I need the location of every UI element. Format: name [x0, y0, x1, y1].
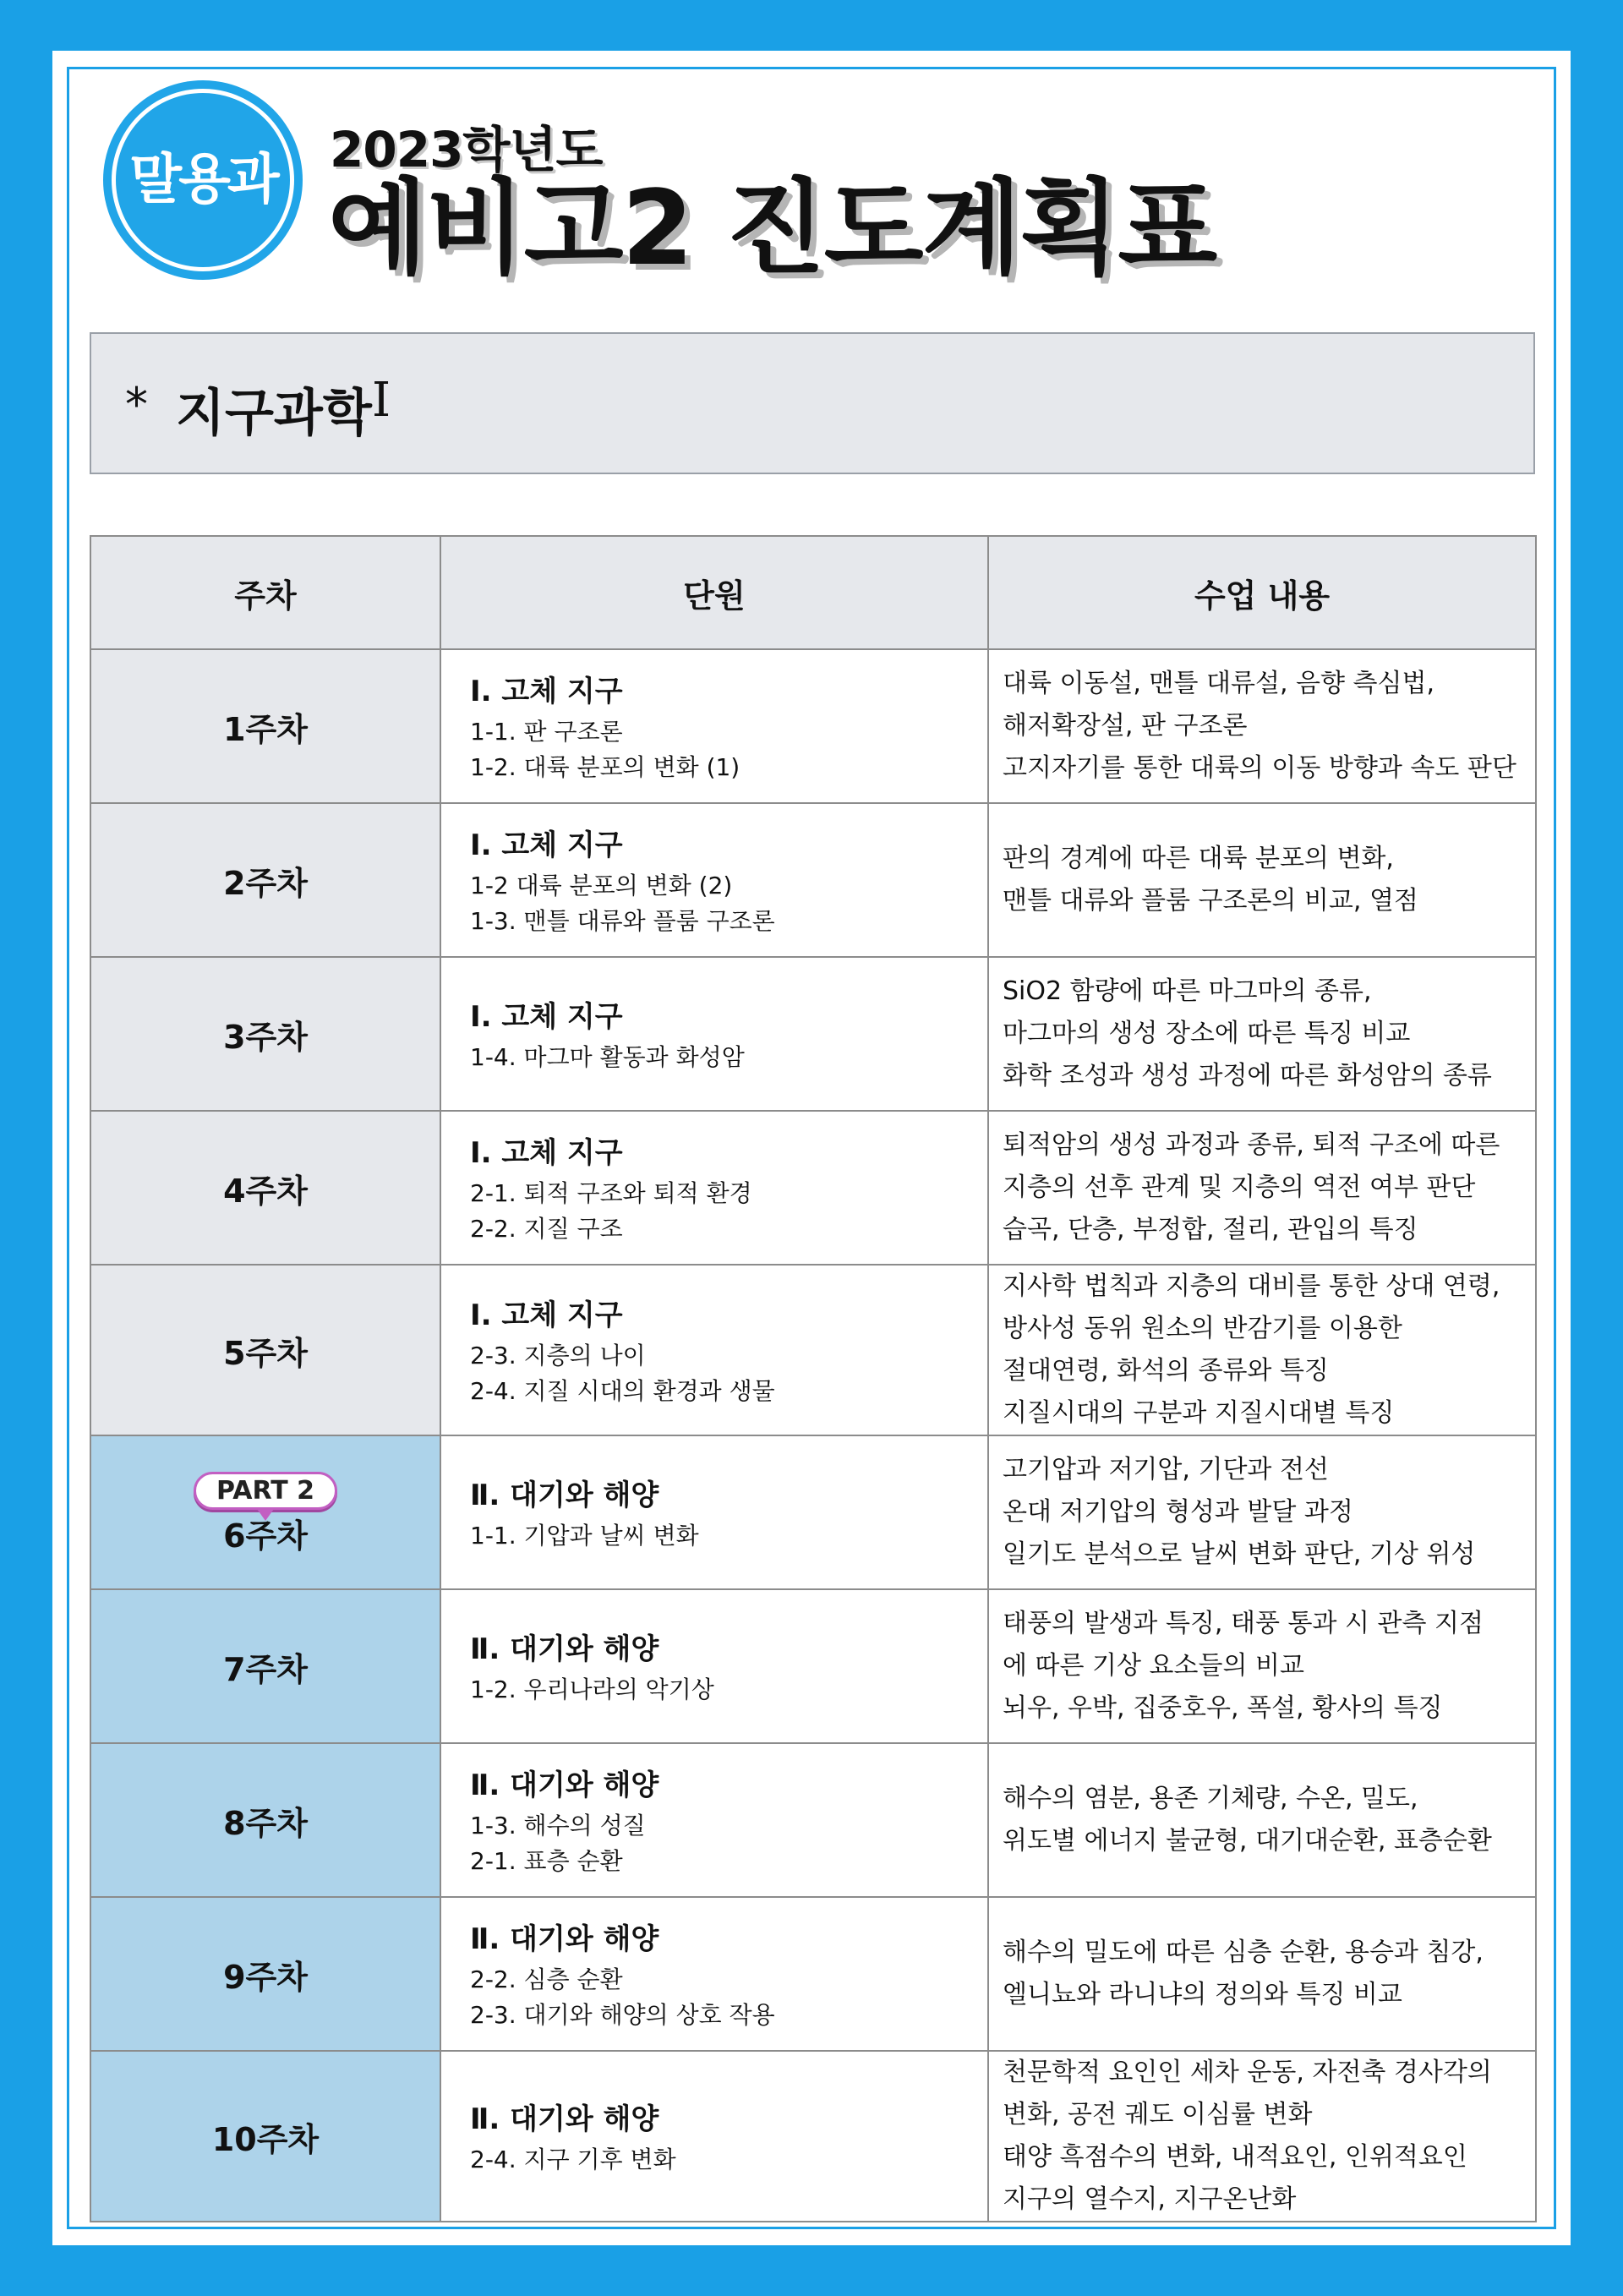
- content-line: 해수의 염분, 용존 기체량, 수온, 밀도,: [1003, 1784, 1418, 1813]
- content-cell: [988, 1435, 1536, 1589]
- week-label: 5주차: [223, 1334, 308, 1372]
- table-row: [90, 649, 1536, 803]
- unit-cell: [440, 1265, 988, 1435]
- content-cell: [988, 803, 1536, 957]
- unit-title: Ⅰ. 고체 지구: [470, 1135, 623, 1170]
- unit-title: Ⅱ. 대기와 해양: [470, 1768, 659, 1802]
- table-row: [90, 803, 1536, 957]
- unit-title: Ⅰ. 고체 지구: [470, 999, 623, 1034]
- subject-bullet: *: [125, 378, 148, 431]
- content-cell: [988, 1265, 1536, 1435]
- content-line: 태풍의 발생과 특징, 태풍 통과 시 관측 지점: [1003, 1609, 1484, 1638]
- logo-text: 말용과: [129, 149, 276, 211]
- content-line: 변화, 공전 궤도 이심률 변화: [1003, 2100, 1313, 2129]
- page-title: 예비고2 진도계획표: [328, 168, 1216, 288]
- content-line: 천문학적 요인인 세차 운동, 자전축 경사각의: [1003, 2058, 1492, 2087]
- content-line: 엘니뇨와 라니냐의 정의와 특징 비교: [1003, 1980, 1402, 2009]
- unit-subtopic: 2-3. 대기와 해양의 상호 작용: [470, 2000, 775, 2029]
- table-row: [90, 957, 1536, 1111]
- content-line: 태양 흑점수의 변화, 내적요인, 인위적요인: [1003, 2142, 1467, 2172]
- unit-title: Ⅰ. 고체 지구: [470, 674, 623, 708]
- week-cell: [90, 1743, 440, 1897]
- content-line: 위도별 에너지 불균형, 대기대순환, 표층순환: [1003, 1826, 1492, 1856]
- unit-cell: [440, 1743, 988, 1897]
- unit-title: Ⅱ. 대기와 해양: [470, 1632, 659, 1666]
- subject-name: 지구과학: [176, 384, 372, 443]
- unit-cell: [440, 649, 988, 803]
- week-cell: [90, 957, 440, 1111]
- week-label: 1주차: [223, 710, 308, 748]
- content-line: 습곡, 단층, 부정합, 절리, 관입의 특징: [1003, 1215, 1418, 1244]
- content-cell: [988, 1743, 1536, 1897]
- school-year: 2023학년도: [330, 121, 603, 178]
- week-cell: [90, 1435, 440, 1589]
- unit-title: Ⅱ. 대기와 해양: [470, 1478, 659, 1512]
- unit-cell: [440, 957, 988, 1111]
- unit-cell: [440, 1435, 988, 1589]
- content-line: 판의 경계에 따른 대륙 분포의 변화,: [1003, 844, 1394, 873]
- unit-title: Ⅰ. 고체 지구: [470, 828, 623, 862]
- content-line: 온대 저기압의 형성과 발달 과정: [1003, 1497, 1353, 1527]
- content-line: 지구의 열수지, 지구온난화: [1003, 2184, 1297, 2214]
- unit-subtopic: 2-3. 지층의 나이: [470, 1341, 646, 1369]
- content-cell: [988, 2051, 1536, 2222]
- table-row: [90, 1743, 1536, 1897]
- table-body: [90, 649, 1536, 2222]
- table-header-row: [90, 536, 1536, 649]
- content-line: 뇌우, 우박, 집중호우, 폭설, 황사의 특징: [1003, 1693, 1443, 1723]
- unit-cell: [440, 1897, 988, 2051]
- week-cell: [90, 1111, 440, 1265]
- content-line: 절대연령, 화석의 종류와 특징: [1003, 1356, 1329, 1386]
- column-header-content: 수업 내용: [988, 536, 1536, 649]
- content-line: 지질시대의 구분과 지질시대별 특징: [1003, 1398, 1395, 1428]
- table-row: [90, 1111, 1536, 1265]
- content-line: 지층의 선후 관계 및 지층의 역전 여부 판단: [1003, 1173, 1476, 1202]
- subject-box: [90, 332, 1535, 474]
- unit-subtopic: 2-2. 심층 순환: [470, 1965, 623, 1993]
- week-label: 7주차: [223, 1650, 308, 1688]
- content-line: 고지자기를 통한 대륙의 이동 방향과 속도 판단: [1003, 753, 1516, 783]
- unit-title: Ⅱ. 대기와 해양: [470, 2102, 659, 2136]
- content-line: 맨틀 대류와 플룸 구조론의 비교, 열점: [1003, 886, 1418, 916]
- unit-subtopic: 1-4. 마그마 활동과 화성암: [470, 1042, 745, 1071]
- content-cell: [988, 1897, 1536, 2051]
- content-cell: [988, 1589, 1536, 1743]
- part-badge: PART 2: [194, 1472, 337, 1510]
- unit-subtopic: 2-1. 퇴적 구조와 퇴적 환경: [470, 1178, 752, 1207]
- week-cell: [90, 1265, 440, 1435]
- unit-cell: [440, 1111, 988, 1265]
- week-label: 6주차: [223, 1517, 308, 1555]
- unit-cell: [440, 803, 988, 957]
- content-cell: [988, 957, 1536, 1111]
- week-cell: [90, 1589, 440, 1743]
- content-line: 일기도 분석으로 날씨 변화 판단, 기상 위성: [1003, 1539, 1476, 1569]
- academy-logo: [103, 80, 303, 280]
- schedule-table: [90, 535, 1537, 2222]
- content-cell: [988, 649, 1536, 803]
- week-label: 3주차: [223, 1018, 308, 1056]
- week-cell: [90, 2051, 440, 2222]
- unit-subtopic: 2-1. 표층 순환: [470, 1846, 623, 1875]
- week-label: 9주차: [223, 1958, 308, 1996]
- unit-cell: [440, 1589, 988, 1743]
- content-line: SiO2 함량에 따른 마그마의 종류,: [1003, 976, 1372, 1006]
- content-cell: [988, 1111, 1536, 1265]
- unit-subtopic: 1-1. 기압과 날씨 변화: [470, 1521, 699, 1550]
- week-cell: [90, 649, 440, 803]
- week-label: 8주차: [223, 1804, 308, 1842]
- week-label: 4주차: [223, 1172, 308, 1210]
- content-line: 해저확장설, 판 구조론: [1003, 711, 1248, 741]
- unit-subtopic: 1-2. 우리나라의 악기상: [470, 1675, 714, 1703]
- week-cell: [90, 1897, 440, 2051]
- table-row: [90, 1265, 1536, 1435]
- content-line: 해수의 밀도에 따른 심층 순환, 용승과 침강,: [1003, 1938, 1484, 1967]
- content-line: 대륙 이동설, 맨틀 대류설, 음향 측심법,: [1003, 669, 1434, 698]
- content-line: 지사학 법칙과 지층의 대비를 통한 상대 연령,: [1003, 1271, 1500, 1301]
- week-cell: [90, 803, 440, 957]
- week-label: 10주차: [211, 2120, 320, 2158]
- unit-subtopic: 2-4. 지질 시대의 환경과 생물: [470, 1376, 775, 1405]
- table-row: [90, 1435, 1536, 1589]
- content-line: 퇴적암의 생성 과정과 종류, 퇴적 구조에 따른: [1003, 1130, 1500, 1160]
- table-row: [90, 1589, 1536, 1743]
- unit-subtopic: 1-2 대륙 분포의 변화 (2): [470, 871, 733, 899]
- unit-subtopic: 1-3. 맨틀 대류와 플룸 구조론: [470, 906, 775, 935]
- unit-cell: [440, 2051, 988, 2222]
- week-label: 2주차: [223, 864, 308, 902]
- table-row: [90, 2051, 1536, 2222]
- content-line: 방사성 동위 원소의 반감기를 이용한: [1003, 1314, 1402, 1343]
- column-header-unit: 단원: [440, 536, 988, 649]
- table-row: [90, 1897, 1536, 2051]
- content-line: 마그마의 생성 장소에 따른 특징 비교: [1003, 1019, 1411, 1048]
- content-line: 고기압과 저기압, 기단과 전선: [1003, 1455, 1329, 1484]
- unit-title: Ⅱ. 대기와 해양: [470, 1922, 659, 1956]
- column-header-week: 주차: [90, 536, 440, 649]
- unit-subtopic: 1-1. 판 구조론: [470, 717, 623, 746]
- unit-subtopic: 1-3. 해수의 성질: [470, 1811, 646, 1840]
- unit-subtopic: 2-4. 지구 기후 변화: [470, 2145, 676, 2173]
- subject-numeral: Ⅰ: [372, 373, 391, 428]
- unit-subtopic: 2-2. 지질 구조: [470, 1214, 623, 1243]
- unit-title: Ⅰ. 고체 지구: [470, 1298, 623, 1332]
- unit-subtopic: 1-2. 대륙 분포의 변화 (1): [470, 752, 740, 781]
- content-line: 화학 조성과 생성 과정에 따른 화성암의 종류: [1003, 1061, 1492, 1091]
- content-line: 에 따른 기상 요소들의 비교: [1003, 1651, 1304, 1681]
